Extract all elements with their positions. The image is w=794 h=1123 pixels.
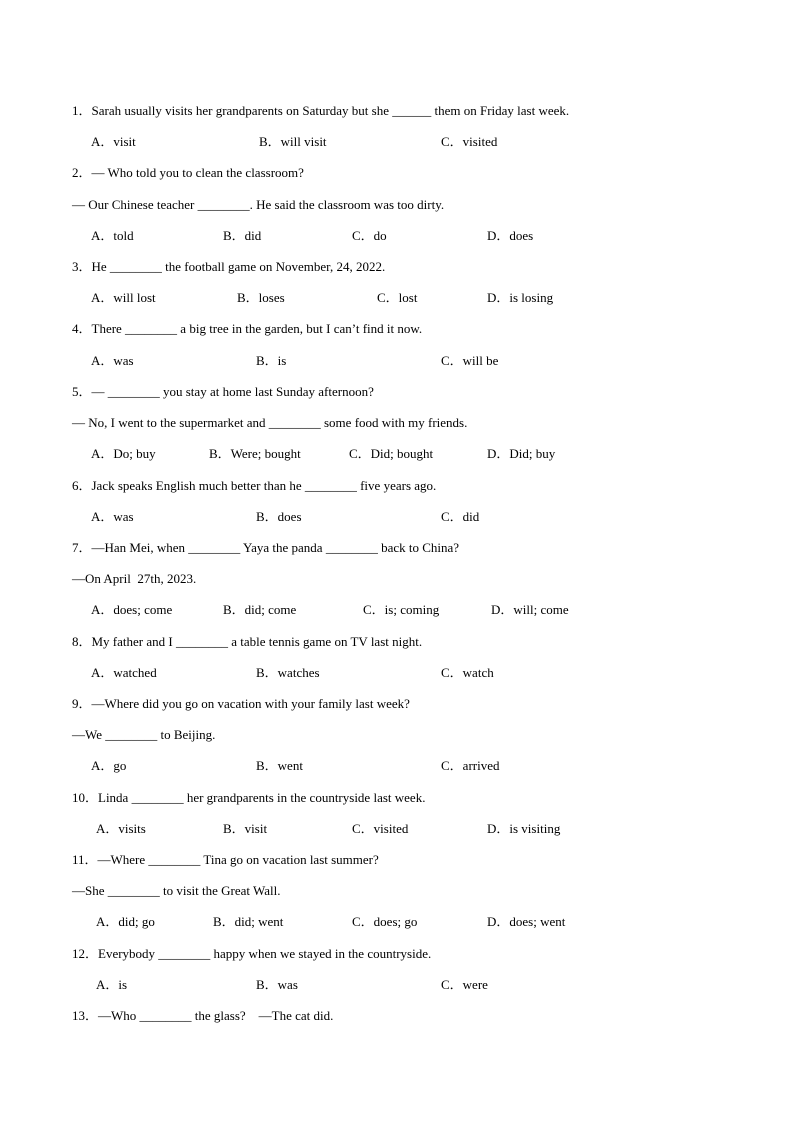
- q6-option-c: C．did: [441, 509, 480, 524]
- question-5: 5．— ________ you stay at home last Sunday afternoon?: [72, 384, 374, 399]
- q4-option-a: A．was: [91, 353, 134, 368]
- question-10: 10．Linda ________ her grandparents in the countryside last week.: [72, 790, 426, 805]
- q3-option-d: D．is losing: [487, 290, 554, 305]
- q2-option-b: B．did: [223, 228, 262, 243]
- question-2-reply: — Our Chinese teacher ________. He said the classroom was too dirty.: [72, 197, 445, 212]
- question-13: 13．—Who ________ the glass? —The cat did.: [72, 1008, 334, 1023]
- q12-option-c: C．were: [441, 977, 488, 992]
- q1-option-c: C．visited: [441, 134, 498, 149]
- q2-option-c: C．do: [352, 228, 387, 243]
- q10-option-a: A．visits: [96, 821, 146, 836]
- q6-option-b: B．does: [256, 509, 302, 524]
- question-12: 12．Everybody ________ happy when we stayed in the countryside.: [72, 946, 432, 961]
- q1-option-a: A．visit: [91, 134, 136, 149]
- q1-option-b: B．will visit: [259, 134, 327, 149]
- q3-option-c: C．lost: [377, 290, 418, 305]
- q2-option-a: A．told: [91, 228, 134, 243]
- q12-option-a: A．is: [96, 977, 128, 992]
- question-9: 9．—Where did you go on vacation with your family last week?: [72, 696, 410, 711]
- question-7-reply: —On April 27th, 2023.: [72, 571, 197, 586]
- q4-option-b: B．is: [256, 353, 287, 368]
- q5-option-b: B．Were; bought: [209, 446, 301, 461]
- question-4: 4．There ________ a big tree in the garden, but I can’t find it now.: [72, 321, 423, 336]
- q11-option-c: C．does; go: [352, 914, 418, 929]
- question-11-reply: —She ________ to visit the Great Wall.: [72, 883, 281, 898]
- q11-option-a: A．did; go: [96, 914, 155, 929]
- q7-option-a: A．does; come: [91, 602, 173, 617]
- question-8: 8．My father and I ________ a table tennis game on TV last night.: [72, 634, 423, 649]
- q5-option-c: C．Did; bought: [349, 446, 434, 461]
- q9-option-b: B．went: [256, 758, 303, 773]
- question-11: 11．—Where ________ Tina go on vacation last summer?: [72, 852, 379, 867]
- q3-option-b: B．loses: [237, 290, 285, 305]
- q11-option-b: B．did; went: [213, 914, 284, 929]
- question-9-reply: —We ________ to Beijing.: [72, 727, 216, 742]
- q5-option-d: D．Did; buy: [487, 446, 556, 461]
- q4-option-c: C．will be: [441, 353, 499, 368]
- question-2: 2．— Who told you to clean the classroom?: [72, 165, 304, 180]
- q10-option-d: D．is visiting: [487, 821, 561, 836]
- q11-option-d: D．does; went: [487, 914, 566, 929]
- q9-option-a: A．go: [91, 758, 127, 773]
- q5-option-a: A．Do; buy: [91, 446, 156, 461]
- question-6: 6．Jack speaks English much better than he ________ five years ago.: [72, 478, 437, 493]
- q9-option-c: C．arrived: [441, 758, 500, 773]
- q8-option-c: C．watch: [441, 665, 494, 680]
- q7-option-d: D．will; come: [491, 602, 569, 617]
- q6-option-a: A．was: [91, 509, 134, 524]
- q7-option-c: C．is; coming: [363, 602, 440, 617]
- q10-option-b: B．visit: [223, 821, 268, 836]
- q12-option-b: B．was: [256, 977, 298, 992]
- q10-option-c: C．visited: [352, 821, 409, 836]
- question-5-reply: — No, I went to the supermarket and ________ some food with my friends.: [72, 415, 468, 430]
- question-3: 3．He ________ the football game on November, 24, 2022.: [72, 259, 386, 274]
- q2-option-d: D．does: [487, 228, 534, 243]
- q8-option-a: A．watched: [91, 665, 157, 680]
- question-7: 7．—Han Mei, when ________ Yaya the panda ________ back to China?: [72, 540, 460, 555]
- q7-option-b: B．did; come: [223, 602, 297, 617]
- q3-option-a: A．will lost: [91, 290, 156, 305]
- question-1: 1．Sarah usually visits her grandparents on Saturday but she ______ them on Friday last week.: [72, 103, 570, 118]
- q8-option-b: B．watches: [256, 665, 320, 680]
